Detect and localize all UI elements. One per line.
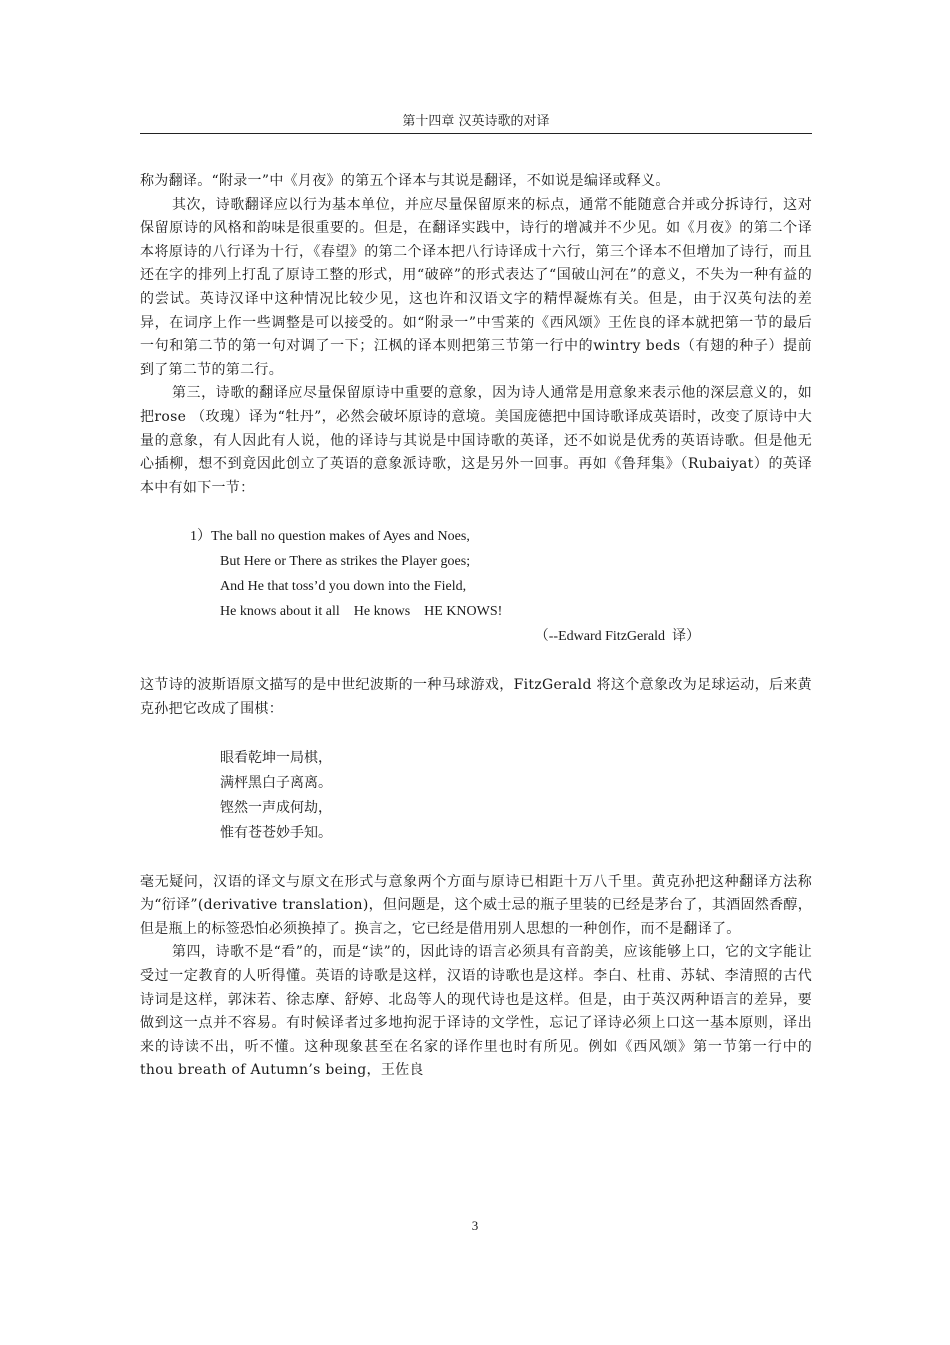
page-number: 3 — [471, 1218, 479, 1233]
paragraph-2: 其次，诗歌翻译应以行为基本单位，并应尽量保留原来的标点，通常不能随意合并或分拆诗行，这对保留原诗的风格和韵味是很重要的。但是，在翻译实践中，诗行的增减并不少见。如《月夜》的第二个译本将原诗的八行译为十行，《春望》的第二个译本把八行诗译成十六行，第三个译本不但增加了诗行，而且还在字的排列上打乱了原诗工整的形式，用“破碎”的形式表达了“国破山河在”的意义，不失为一种有益的的尝试。英诗汉译中这种情况比较少见，这也许和汉语文字的精悍凝炼有关。但是，由于汉英句法的差异，在词序上作一些调整是可以接受的。如“附录一”中雪莱的《西风颂》王佐良的译本就把第一节的最后一句和第二节的第一句对调了一下；江枫的译本则把第三节第一行中的wintry beds（有翅的种子）提前到了第二节的第二行。 — [140, 196, 812, 378]
paragraph-6: 第四，诗歌不是“看”的，而是“读”的，因此诗的语言必须具有音韵美，应该能够上口，它的文字能让受过一定教育的人听得懂。英语的诗歌是这样，汉语的诗歌也是这样。李白、杜甫、苏轼、李清照的古代诗词是这样，郭沫若、徐志摩、舒婷、北岛等人的现代诗也是这样。但是，由于英汉两种语言的差异，要做到这一点并不容易。有时候译者过多地拘泥于译诗的文学性，忘记了译诗必须上口这一基本原则，译出来的诗读不出，听不懂。这种现象甚至在名家的译作里也时有所见。例如《西风颂》第一节第一行中的thou breath of Autumn’s being，王佐良 — [140, 944, 812, 1079]
paragraph-4: 这节诗的波斯语原文描写的是中世纪波斯的一种马球游戏，FitzGerald 将这个意象改为足球运动，后来黄克孙把它改成了围棋： — [140, 677, 812, 717]
poem-line-1: 1）The ball no question makes of Ayes and Noes, — [190, 529, 470, 545]
english-poem — [140, 525, 812, 624]
paragraph-3: 第三，诗歌的翻译应尽量保留原诗中重要的意象，因为诗人通常是用意象来表示他的深层意义的，如把rose （玫瑰）译为“牡丹”，必然会破坏原诗的意境。美国庞德把中国诗歌译成英语时，改变了原诗中大量的意象，有人因此有人说，他的译诗与其说是中国诗歌的英译，还不如说是优秀的英语诗歌。但是他无心插柳，想不到竟因此创立了英语的意象派诗歌，这是另外一回事。再如《鲁拜集》（Rubaiyat）的英译本中有如下一节： — [140, 385, 812, 496]
running-header-title: 第十四章 汉英诗歌的对译 — [402, 114, 550, 129]
zh-poem-line-2: 满枰黑白子离离。 — [220, 775, 332, 792]
zh-poem-line-3: 铿然一声成何劫， — [220, 800, 332, 817]
zh-poem-line-1: 眼看乾坤一局棋， — [220, 750, 332, 767]
poem-line-4: He knows about it all He knows HE KNOWS! — [220, 603, 503, 619]
document-body — [140, 170, 812, 1083]
header-rule — [140, 133, 812, 134]
poem-line-3: And He that toss’d you down into the Field, — [220, 578, 467, 594]
paragraph-1: 称为翻译。“附录一”中《月夜》的第五个译本与其说是翻译，不如说是编译或释义。 — [140, 173, 670, 189]
zh-poem-line-4: 惟有苍苍妙手知。 — [220, 824, 332, 841]
poem-attribution: （--Edward FitzGerald 译） — [534, 628, 700, 644]
chinese-poem — [140, 746, 812, 845]
spacer — [140, 649, 812, 674]
paragraph-5: 毫无疑问，汉语的译文与原文在形式与意象两个方面与原诗已相距十万八千里。黄克孙把这种翻译方法称为“衍译”(derivative translation)，但问题是，这个威士忌的瓶子里装的已经是茅台了，其酒固然香醇，但是瓶上的标签恐怕必须换掉了。换言之，它已经是借用别人思想的一种创作，而不是翻译了。 — [140, 873, 812, 937]
poem-line-2: But Here or There as strikes the Player goes; — [220, 554, 471, 570]
